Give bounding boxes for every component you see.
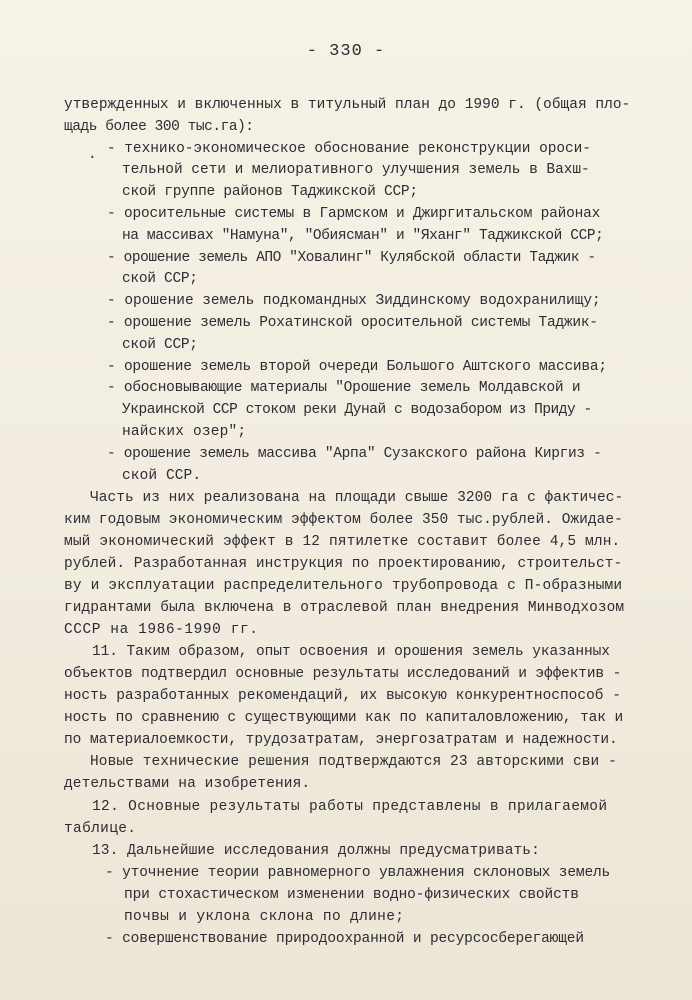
list-item-line: Украинской ССР стоком реки Дунай с водозабором из Приду - — [122, 402, 592, 418]
text-line: ким годовым экономическим эффектом более 350 тыс.рублей. Ожидае- — [64, 512, 623, 528]
text-line: СССР на 1986-1990 гг. — [64, 622, 259, 638]
text-line: 12. Основные результаты работы представлены в прилагаемой — [92, 799, 608, 815]
text-line: детельствами на изобретения. — [64, 776, 311, 792]
list-item-line: тельной сети и мелиоративного улучшения земель в Вахш- — [122, 162, 590, 178]
text-line: ность по сравнению с существующими как по капиталовложению, так и — [64, 710, 624, 726]
list-item-line: - оросительные системы в Гармском и Джиргитальском районах — [107, 206, 601, 222]
list-item-line: - орошение земель Рохатинской оросительной системы Таджик- — [107, 315, 598, 331]
list-item-line: - обосновывающие материалы "Орошение земель Молдавской и — [107, 380, 581, 396]
list-item-line: - орошение земель АПО "Ховалинг" Кулябской области Таджик - — [107, 250, 596, 266]
text-line: рублей. Разработанная инструкция по проектированию, строительст- — [64, 556, 623, 572]
text-line: мый экономический эффект в 12 пятилетке составит более 4,5 млн. — [64, 534, 621, 550]
list-item-line: на массивах "Намуна", "Обиясман" и "Яханг" Таджикской ССР; — [122, 228, 604, 244]
list-item-line: ской ССР; — [122, 337, 198, 353]
list-item-line: - уточнение теории равномерного увлажнения склоновых земель — [105, 865, 611, 881]
list-item-line: ской группе районов Таджикской ССР; — [122, 184, 418, 200]
text-line: гидрантами была включена в отраслевой план внедрения Минводхозом — [64, 600, 625, 616]
list-item-line: - совершенствование природоохранной и ресурсосберегающей — [105, 931, 584, 947]
text-line: по материалоемкости, трудозатратам, энергозатратам и надежности. — [64, 732, 618, 748]
text-line: ность разработанных рекомендаций, их высокую конкурентноспособ - — [64, 688, 621, 704]
text-line: 11. Таким образом, опыт освоения и орошения земель указанных — [92, 644, 610, 660]
list-item-line: - орошение земель подкомандных Зиддинскому водохранилищу; — [107, 293, 601, 309]
list-item-line: ской ССР; — [122, 271, 198, 287]
list-item-line: почвы и уклона склона по длине; — [124, 909, 405, 925]
text-line: щадь более 300 тыс.га): — [64, 119, 254, 135]
list-item-line: при стохастическом изменении водно-физических свойств — [124, 887, 579, 903]
list-item-line: найских озер"; — [122, 424, 247, 440]
text-line: Часть из них реализована на площади свыше 3200 га с фактичес- — [90, 490, 624, 506]
list-item-line: - орошение земель массива "Арпа" Сузакского района Киргиз - — [107, 446, 602, 462]
list-item-line: ской ССР. — [122, 468, 202, 484]
text-line: 13. Дальнейшие исследования должны предусматривать: — [92, 843, 540, 859]
list-item-line: - технико-экономическое обоснование реконструкции ороси- — [107, 141, 591, 157]
stray-mark: . — [88, 147, 97, 163]
text-line: Новые технические решения подтверждаются 23 авторскими сви - — [90, 754, 617, 770]
list-item-line: - орошение земель второй очереди Большого Аштского массива; — [107, 359, 607, 375]
text-line: утвержденных и включенных в титульный план до 1990 г. (общая пло- — [64, 97, 631, 113]
text-line: ву и эксплуатации распределительного трубопровода с П-образными — [64, 578, 623, 594]
text-line: таблице. — [64, 821, 137, 837]
page-number: - 330 - — [306, 42, 386, 61]
text-line: объектов подтвердил основные результаты исследований и эффектив - — [64, 666, 622, 682]
